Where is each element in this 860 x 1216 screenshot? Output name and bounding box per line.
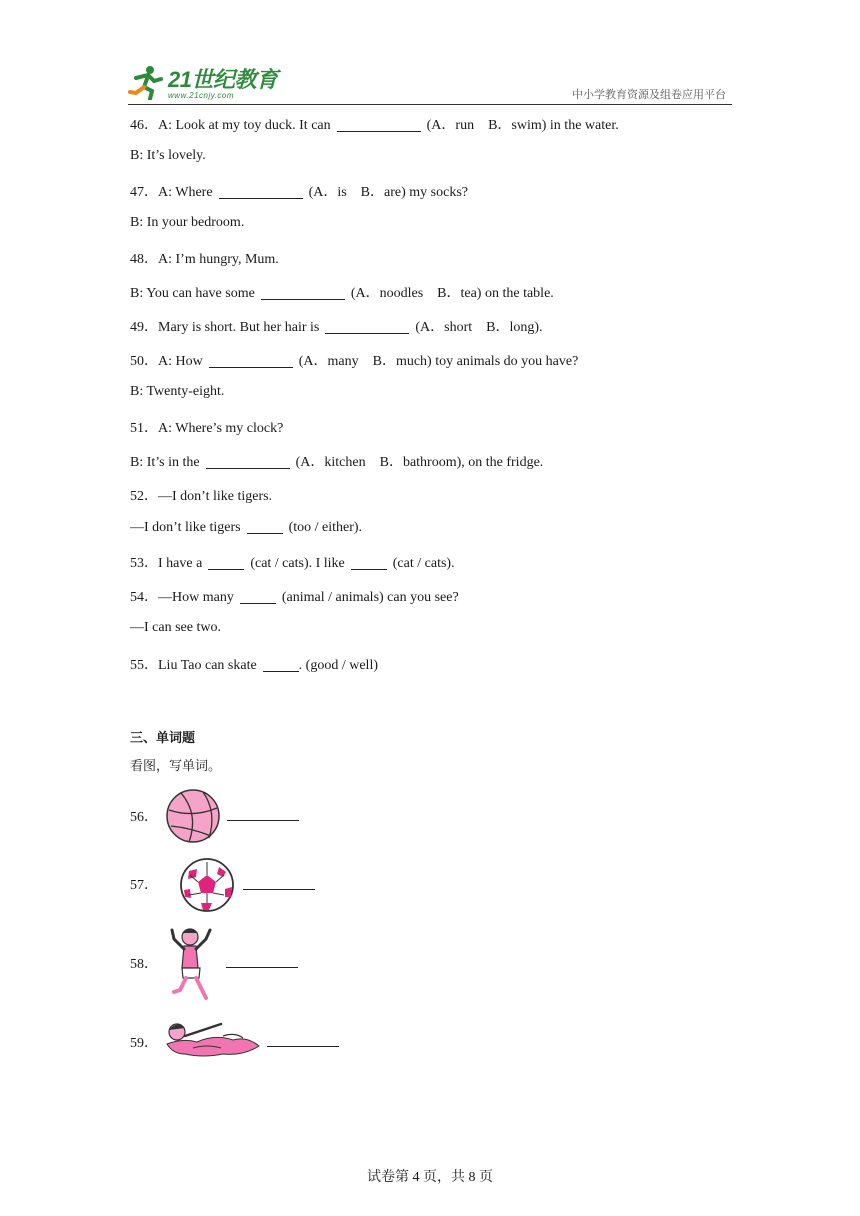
answer-blank-58[interactable] xyxy=(226,953,298,968)
logo xyxy=(128,64,278,102)
question-52-response: —I don’t like tigers (too / either). xyxy=(130,520,363,535)
question-54-line: 54．—How many (animal / animals) can you see? xyxy=(130,590,459,605)
swimming-boy-icon xyxy=(163,1016,261,1060)
answer-blank[interactable] xyxy=(325,319,409,334)
header-platform-text: 中小学教育资源及组卷应用平台 xyxy=(572,88,726,101)
page-footer: 试卷第 4 页，共 8 页 xyxy=(367,1170,493,1185)
answer-blank[interactable] xyxy=(351,555,387,570)
answer-blank[interactable] xyxy=(247,519,283,534)
question-53-line: 53．I have a (cat / cats). I like (cat / cats). xyxy=(130,556,455,571)
answer-blank[interactable] xyxy=(261,285,345,300)
picture-question-58-number: 58． xyxy=(130,957,158,972)
question-50-line: 50．A: How (A．many B．much) toy animals do you have? xyxy=(130,354,579,369)
question-50-response: B: Twenty-eight. xyxy=(130,384,225,399)
answer-blank[interactable] xyxy=(209,353,293,368)
answer-blank[interactable] xyxy=(219,184,303,199)
question-47-line: 47．A: Where (A．is B．are) my socks? xyxy=(130,185,468,200)
question-48-response: B: You can have some (A．noodles B．tea) on the table. xyxy=(130,286,554,301)
question-49-line: 49．Mary is short. But her hair is (A．short B．long). xyxy=(130,320,543,335)
basketball-icon xyxy=(165,788,221,844)
question-51-response: B: It’s in the (A．kitchen B．bathroom), on the fridge. xyxy=(130,455,544,470)
logo-url: www.21cnjy.com xyxy=(168,91,234,100)
answer-blank-57[interactable] xyxy=(243,875,315,890)
jumping-boy-icon xyxy=(166,922,216,1002)
section-title: 三、单词题 xyxy=(130,731,196,746)
picture-question-56-number: 56． xyxy=(130,810,158,825)
question-55-line: 55．Liu Tao can skate . (good / well) xyxy=(130,658,378,673)
picture-question-57-number: 57． xyxy=(130,878,158,893)
answer-blank[interactable] xyxy=(206,454,290,469)
page-header xyxy=(128,62,732,105)
question-54-response: —I can see two. xyxy=(130,620,221,635)
section-instruction: 看图，写单词。 xyxy=(130,759,222,774)
question-46-response: B: It’s lovely. xyxy=(130,148,206,163)
question-51-line: 51．A: Where’s my clock? xyxy=(130,421,284,436)
answer-blank-59[interactable] xyxy=(267,1032,339,1047)
soccer-ball-icon xyxy=(179,857,235,913)
runner-logo-icon xyxy=(128,64,166,100)
question-47-response: B: In your bedroom. xyxy=(130,215,245,230)
logo-text: 21世纪教育 xyxy=(168,67,278,92)
answer-blank[interactable] xyxy=(263,657,299,672)
question-46-line: 46．A: Look at my toy duck. It can (A．run B．swim) in the water. xyxy=(130,118,619,133)
answer-blank[interactable] xyxy=(337,117,421,132)
picture-question-59-number: 59． xyxy=(130,1036,158,1051)
answer-blank[interactable] xyxy=(208,555,244,570)
question-52-line: 52．—I don’t like tigers. xyxy=(130,489,273,504)
answer-blank-56[interactable] xyxy=(227,806,299,821)
answer-blank[interactable] xyxy=(240,589,276,604)
question-48-line: 48．A: I’m hungry, Mum. xyxy=(130,252,279,267)
